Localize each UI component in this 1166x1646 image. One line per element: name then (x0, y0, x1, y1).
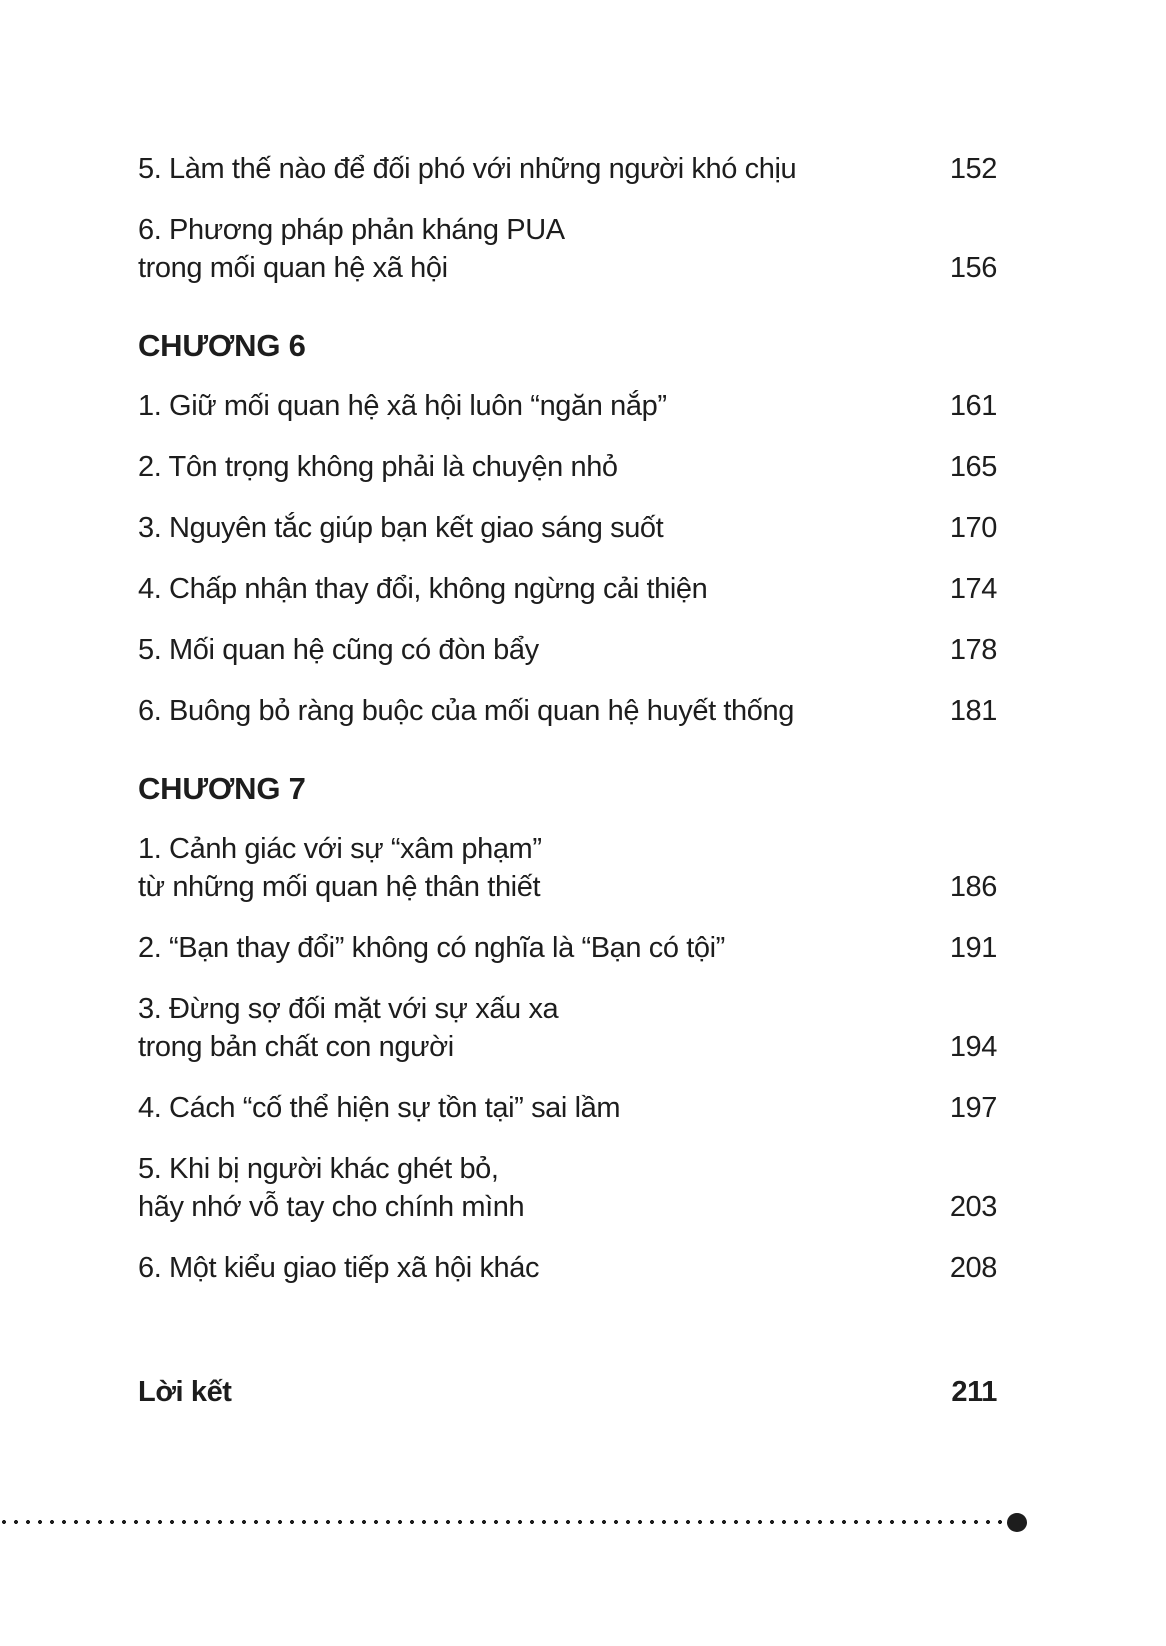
toc-entry[interactable] (138, 1089, 997, 1127)
page-number: 152 (949, 153, 997, 185)
toc-entry-line: 3. Nguyên tắc giúp bạn kết giao sáng suốt (138, 512, 664, 544)
page-number: 208 (949, 1252, 997, 1284)
toc-entry[interactable] (138, 990, 997, 1066)
toc-entry-line: 5. Khi bị người khác ghét bỏ, (138, 1153, 499, 1185)
toc-entry[interactable] (138, 1150, 997, 1226)
page-number: 194 (949, 1031, 997, 1063)
toc-entry-line: hãy nhớ vỗ tay cho chính mình (138, 1191, 525, 1223)
page-number: 170 (949, 512, 997, 544)
toc-entry-line: 4. Cách “cố thể hiện sự tồn tại” sai lầm (138, 1092, 621, 1124)
toc-entry-line: 5. Mối quan hệ cũng có đòn bẩy (138, 634, 539, 666)
toc-entry-line: 2. “Bạn thay đổi” không có nghĩa là “Bạn có tội” (138, 932, 725, 964)
toc-list (138, 150, 997, 1287)
toc-entry-line: 3. Đừng sợ đối mặt với sự xấu xa (138, 993, 559, 1025)
page-number: 186 (949, 871, 997, 903)
toc-entry-line: trong mối quan hệ xã hội (138, 252, 448, 284)
page-number: 191 (949, 932, 997, 964)
toc-entry-line: 6. Buông bỏ ràng buộc của mối quan hệ huyết thống (138, 695, 794, 727)
toc-entry[interactable] (138, 631, 997, 669)
page-number: 203 (949, 1191, 997, 1223)
page-number: 211 (951, 1376, 997, 1408)
toc-entry-line: 1. Giữ mối quan hệ xã hội luôn “ngăn nắp” (138, 390, 667, 422)
rule-end-dot-icon (1007, 1513, 1027, 1532)
toc-entry[interactable] (138, 570, 997, 608)
toc-entry-line: 4. Chấp nhận thay đổi, không ngừng cải thiện (138, 573, 708, 605)
page-number: 165 (949, 451, 997, 483)
page-number: 197 (949, 1092, 997, 1124)
toc-entry-line: 6. Phương pháp phản kháng PUA (138, 214, 565, 246)
toc-entry[interactable] (138, 929, 997, 967)
page-number: 174 (949, 573, 997, 605)
page-number: 181 (949, 695, 997, 727)
page-number: 156 (949, 252, 997, 284)
toc-entry[interactable] (138, 387, 997, 425)
toc-entry-line: 5. Làm thế nào để đối phó với những người khó chịu (138, 153, 797, 185)
toc-entry-line: 1. Cảnh giác với sự “xâm phạm” (138, 833, 542, 865)
toc-entry-epilogue[interactable] (138, 1310, 997, 1411)
page-number: 178 (949, 634, 997, 666)
toc-entry-line: Lời kết (138, 1376, 232, 1408)
toc-entry[interactable] (138, 692, 997, 730)
toc-entry-line: 6. Một kiểu giao tiếp xã hội khác (138, 1252, 540, 1284)
toc-entry[interactable] (138, 509, 997, 547)
toc-entry[interactable] (138, 150, 997, 188)
toc-content (138, 150, 997, 1434)
toc-entry[interactable] (138, 830, 997, 906)
toc-entry[interactable] (138, 1249, 997, 1287)
toc-entry-line: 2. Tôn trọng không phải là chuyện nhỏ (138, 451, 618, 483)
chapter-heading: CHƯƠNG 7 (138, 771, 306, 806)
page-number: 161 (949, 390, 997, 422)
chapter-heading: CHƯƠNG 6 (138, 328, 306, 363)
dotted-rule (0, 1518, 1007, 1526)
toc-entry[interactable] (138, 448, 997, 486)
toc-entry-line: trong bản chất con người (138, 1031, 454, 1063)
toc-entry[interactable] (138, 211, 997, 287)
toc-entry-line: từ những mối quan hệ thân thiết (138, 871, 541, 903)
